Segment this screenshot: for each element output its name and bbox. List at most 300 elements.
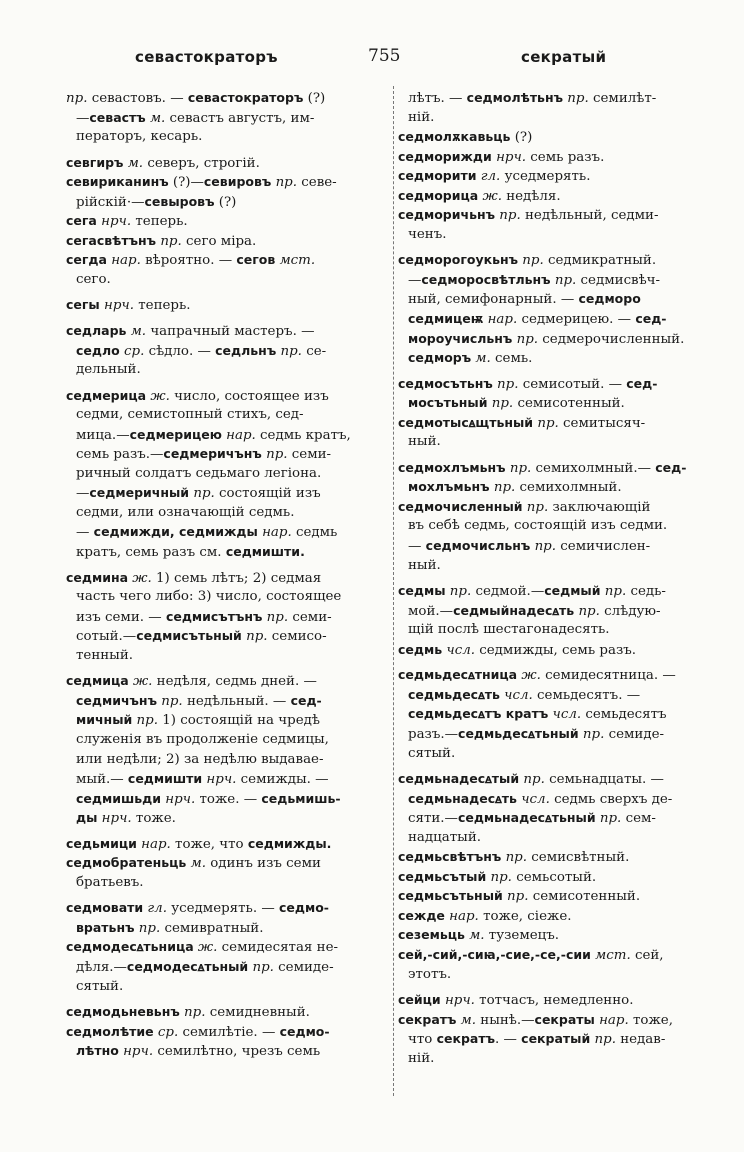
grammar-abbrev: пр. [490,869,512,885]
left-column-line [66,153,388,173]
headword: седморити [398,168,477,184]
grammar-abbrev: нар. [111,253,141,269]
headword: седмьсвѣтънъ [398,849,502,865]
definition-text: седмь кратъ, [255,427,351,443]
definition-text: семисотенный. [528,889,641,905]
headword: севировъ [203,174,272,190]
left-column-line [66,464,388,484]
definition-text: семьдесятъ. — [532,687,641,703]
definition-text: сем- [621,811,656,827]
definition-text: тенный. [76,647,134,663]
grammar-abbrev: нар. [262,525,292,541]
headword: седмьнадесꙙтый [398,771,520,787]
grammar-abbrev: пр. [537,415,559,431]
headword: седмьдесꙙтъ кратъ [408,706,549,722]
definition-text: изъ семи. — [76,609,166,625]
definition-text: тотчасъ, немедленно. [474,993,634,1009]
definition-text: тоже, [628,1012,673,1028]
right-column-line [398,808,726,828]
left-column-line [66,626,388,646]
headword: седморижди [398,148,492,164]
definition-text: ный, семифонарный. — [408,292,579,308]
left-column-line [66,789,388,809]
headword: седмь [398,641,443,657]
definition-text: (?) [303,91,326,106]
right-column-line [398,309,726,329]
definition-text: — [408,539,426,555]
grammar-abbrev: чсл. [521,791,550,807]
right-column-line [398,250,726,270]
definition-text: слѣдую- [599,603,661,619]
grammar-abbrev: пр. [493,480,516,496]
headword: седмица [66,673,129,689]
headword: сегда [66,252,107,268]
headword: сега [66,213,97,229]
definition-text: (?) [510,130,533,146]
grammar-abbrev: пр. [578,603,600,619]
headword: ды [76,810,98,826]
definition-text: семичислен- [556,539,651,555]
grammar-abbrev: пр. [567,91,589,106]
definition-text: ный. [408,434,441,450]
headword: мичный [76,712,133,728]
right-column-line [398,724,726,744]
definition-text: состоящій изъ [214,486,321,502]
definition-text: семилѣтіе. — [178,1024,280,1040]
right-column [398,88,726,1068]
headword: седльнъ [215,342,277,358]
headword: севгиръ [66,154,124,170]
left-column-line [66,341,388,361]
definition-text: туземецъ. [484,928,560,944]
left-column [66,88,388,1061]
headword: седмочисленный [398,498,523,514]
definition-text: седмерицею. — [517,312,636,328]
headword: секратый [521,1031,591,1047]
headword: сед- [290,692,322,708]
headword: седмьдесꙙтница [398,667,518,683]
grammar-abbrev: пр. [582,726,605,742]
grammar-abbrev: пр. [604,584,627,600]
grammar-abbrev: м. [475,351,491,367]
grammar-abbrev: пр. [523,772,545,788]
definition-text: семилѣт- [588,91,657,106]
definition-text: семидесятница. — [540,668,676,684]
definition-text: щій послѣ шестагонадесять. [408,622,610,638]
grammar-abbrev: пр. [449,584,472,600]
right-column-line [398,965,726,985]
left-column-line [66,386,388,406]
right-column-line [398,1029,726,1049]
right-column-line [398,867,726,887]
right-column-line [398,516,726,536]
definition-text: севе- [297,175,337,191]
grammar-abbrev: ж. [197,940,218,956]
right-column-line [398,1049,726,1069]
left-column-line [66,127,388,147]
grammar-abbrev: пр. [193,486,215,502]
left-column-line [66,710,388,730]
definition-text: нынѣ.— [476,1012,535,1028]
definition-text: семиде- [604,726,665,742]
left-column-line [66,834,388,854]
headword: лѣтно [76,1043,119,1059]
definition-text: семилѣтно, чрезъ семь [153,1044,321,1060]
right-column-line [398,88,726,108]
right-column-line [398,270,726,290]
left-column-line [66,750,388,770]
definition-text: дѣля.— [76,959,127,975]
grammar-abbrev: м. [149,110,166,126]
grammar-abbrev: нрч. [104,298,134,314]
grammar-abbrev: м. [130,324,147,340]
definition-text: — [76,486,90,502]
definition-text: семитысяч- [558,415,646,431]
definition-text: тоже. [131,811,176,827]
definition-text: вѣроятно. — [140,253,237,269]
left-column-line [66,172,388,192]
definition-text: севастъ августъ, им- [165,110,315,126]
grammar-abbrev: м. [469,928,485,944]
grammar-abbrev: чсл. [446,642,475,658]
left-column-line [66,483,388,503]
headword: седморогоукьнъ [398,252,519,268]
headword: седмижды. [247,835,332,851]
headword: сед- [635,311,667,327]
grammar-abbrev: гл. [480,169,501,185]
definition-text: семь разъ. [526,149,605,165]
headword: севыровъ [144,193,215,209]
headword: седмохлъмьнъ [398,459,506,475]
grammar-abbrev: пр. [160,233,182,249]
left-column-line [66,270,388,290]
definition-text: семисотый. — [518,376,627,392]
grammar-abbrev: м. [460,1012,477,1028]
grammar-abbrev: ср. [157,1024,179,1040]
definition-text: се- [301,343,327,359]
headword: вратьнъ [76,919,135,935]
headword: седмодесꙙтьница [66,939,194,955]
definition-text: въ себѣ седмь, состоящій изъ седми. [408,518,668,534]
left-column-line [66,568,388,588]
right-column-line [398,990,726,1010]
grammar-abbrev: пр. [497,376,519,392]
right-column-line [398,393,726,413]
definition-text: сей, [630,947,664,963]
headword: седмьдесꙙтьный [458,725,579,741]
headword: седмьнадесꙙть [408,790,517,806]
headword: седмишти [127,771,203,787]
definition-text: ній. [408,109,435,125]
definition-text: — [76,110,90,126]
headword: седмолѫкавьць [398,129,511,145]
definition-text: — [408,272,422,288]
right-column-line [398,581,726,601]
right-column-line [398,1010,726,1030]
left-column-line [66,607,388,627]
grammar-abbrev: нар. [226,427,256,443]
definition-text: — [76,525,94,541]
grammar-abbrev: пр. [275,175,298,191]
definition-text: семь. [490,351,533,367]
grammar-abbrev: чсл. [552,707,582,723]
definition-text: теперь. [133,298,191,314]
headword: седмеричънъ [163,446,262,462]
left-column-line [66,295,388,315]
right-column-line [398,329,726,349]
headword: сегы [66,297,100,313]
right-column-line [398,205,726,225]
headword: седьмишь- [261,790,341,806]
right-column-line [398,477,726,497]
right-column-line [398,769,726,789]
headword: седмьнадесꙙтьный [457,810,596,826]
grammar-abbrev: нрч. [101,214,132,230]
definition-text: сего. [76,271,111,287]
left-column-line [66,646,388,666]
definition-text: семьсотый. [511,869,597,885]
definition-text: сятый. [76,978,124,994]
right-column-line [398,108,726,128]
running-header [0,46,744,76]
definition-text: этотъ. [408,966,452,982]
right-column-line [398,147,726,167]
left-column-line [66,192,388,212]
grammar-abbrev: пр. [509,460,532,476]
definition-text: что [408,1032,437,1048]
left-column-line [66,937,388,957]
definition-text: ній. [408,1050,435,1066]
right-column-line [398,685,726,705]
definition-text: ричный солдатъ седьмаго легіона. [76,465,322,481]
grammar-abbrev: нрч. [496,149,527,165]
grammar-abbrev: пр. [594,1032,616,1048]
headword: седмыйнадесꙙть [453,602,575,618]
right-column-line [398,601,726,621]
grammar-abbrev: м. [127,155,144,171]
left-column-line [66,405,388,425]
definition-text: недѣля. [501,188,561,204]
headword: сед- [626,375,658,391]
headword: сеземьць [398,927,465,943]
headword: седморосвѣтльнъ [421,271,551,287]
headword: седмобратеньць [66,855,187,871]
grammar-abbrev: пр. [526,499,549,515]
definition-text: семихолмный.— [531,460,656,476]
definition-text: седмь сверхъ де- [549,791,673,807]
definition-text: седь- [626,584,666,600]
grammar-abbrev: ж. [482,188,502,204]
headword: седмисътънъ [165,608,263,624]
definition-text: недѣльный. — [182,693,291,709]
grammar-abbrev: пр. [516,331,539,347]
definition-text: или недѣли; 2) за недѣлю выдавае- [76,751,324,767]
right-column-line [398,166,726,186]
left-column-line [66,671,388,691]
headword: сежде [398,907,445,923]
definition-text: семи- [288,609,332,625]
headword: седмо- [279,1023,330,1039]
definition-text: сотый.— [76,629,137,645]
headword: сейци [398,992,441,1008]
definition-text: мой.— [408,603,454,619]
headword: седмо- [279,900,329,916]
headword: сегов [236,252,276,268]
definition-text: часть чего либо: 3) число, состоящее [76,589,342,605]
grammar-abbrev: пр. [507,889,529,905]
headword: седмичънъ [76,692,157,708]
definition-text: седмь [291,525,338,541]
left-column-line [66,542,388,562]
definition-text: 1) семь лѣтъ; 2) седмая [151,570,322,586]
headword: седморо [578,291,641,307]
definition-text: сего міра. [181,233,257,249]
right-column-line [398,458,726,478]
definition-text: семисотенный. [513,396,625,412]
grammar-abbrev: нрч. [101,811,132,827]
definition-text: недѣльный, седми- [520,208,659,224]
definition-text: недав- [615,1032,666,1048]
definition-text: семьдесятъ [581,707,667,723]
grammar-abbrev: пр. [161,693,183,709]
definition-text: тоже, сіеже. [478,908,572,924]
grammar-abbrev: чсл. [504,687,533,703]
left-column-line [66,977,388,997]
right-column-line [398,828,726,848]
grammar-abbrev: пр. [138,920,161,936]
headword: сей,-сий,-сиꙗ,-сие,-се,-сии [398,946,591,962]
definition-text: надцатый. [408,829,481,845]
left-column-line [66,231,388,251]
headword: седмый [544,583,601,599]
definition-text: кратъ, семь разъ см. [76,545,226,561]
headword: седмотысꙙщтьный [398,414,534,430]
definition-text: сяти.— [408,811,458,827]
definition-text: семьнадцаты. — [544,772,664,788]
grammar-abbrev: нар. [487,312,518,328]
left-column-line [66,88,388,108]
definition-text: (?)— [168,175,204,191]
headword: мохлъмьнъ [408,479,490,495]
grammar-abbrev: пр. [136,713,158,729]
left-column-line [66,321,388,341]
headword: секратъ [398,1011,457,1027]
headword: секратъ [436,1031,495,1047]
headword: сегасвѣтънъ [66,232,157,248]
right-column-line [398,906,726,926]
right-column-line [398,789,726,809]
right-column-line [398,127,726,147]
headword: сед- [655,459,687,475]
left-column-line [66,211,388,231]
definition-text: рійскій·— [76,194,145,210]
grammar-abbrev: м. [190,856,206,872]
definition-text: седмой.— [471,584,545,600]
headword: седмишти. [225,544,305,560]
left-column-line [66,808,388,828]
definition-text: семь разъ.— [76,447,164,463]
headword: седмицеѭ [408,311,484,327]
grammar-abbrev: мст. [595,947,631,963]
headword: седмовати [66,900,144,916]
definition-text: седмижды, семь разъ. [475,642,637,658]
definition-text: седмикратный. [543,253,657,269]
headword: седморичьнъ [398,207,496,223]
definition-text: ный. [408,557,441,573]
right-column-line [398,374,726,394]
definition-text: семижды. — [236,772,329,788]
left-column-line [66,1002,388,1022]
left-column-line [66,957,388,977]
definition-text: теперь. [131,214,188,230]
grammar-abbrev: пр. [534,539,557,555]
right-column-line [398,620,726,640]
headword: седмолѣтьнъ [466,90,563,105]
definition-text: одинъ изъ семи [205,856,321,872]
definition-text: лѣтъ. — [408,91,467,106]
right-column-line [398,186,726,206]
grammar-abbrev: пр. [505,850,528,866]
grammar-abbrev: пр. [266,609,289,625]
definition-text: число, состоящее изъ [169,388,329,404]
headword: седмишьди [76,790,161,806]
grammar-abbrev: нрч. [206,772,237,788]
left-column-line [66,1022,388,1042]
definition-text: ченъ. [408,226,447,242]
headword: седло [76,342,120,358]
definition-text: северъ, строгій. [143,155,260,171]
grammar-abbrev: нар. [141,836,171,852]
headword: седмижди, седмижды [93,524,258,540]
left-column-line [66,769,388,789]
grammar-abbrev: пр. [246,629,268,645]
headword: седмеричный [89,485,190,501]
column-divider [393,86,394,1096]
headword: седмерицею [129,426,222,442]
definition-text: дельный. [76,362,141,378]
grammar-abbrev: пр. [491,396,514,412]
right-column-line [398,413,726,433]
grammar-abbrev: мст. [279,253,316,269]
headword: седморица [398,187,479,203]
grammar-abbrev: ж. [132,570,152,586]
headword: седмодьневьнъ [66,1004,180,1020]
right-column-line [398,744,726,764]
grammar-abbrev: ж. [150,388,170,404]
definition-text: седми, или означающій седмь. [76,504,295,520]
headword: седмодесꙙтьный [126,958,249,974]
headword: седмерица [66,387,147,403]
grammar-abbrev: нрч. [444,993,475,1009]
definition-text: тоже. — [195,791,262,807]
grammar-abbrev: гл. [147,901,167,917]
definition-text: семихолмный. [515,480,622,496]
definition-text: сятый. [408,745,456,761]
right-column-line [398,536,726,556]
left-column-line [66,425,388,445]
grammar-abbrev: пр. [599,811,622,827]
grammar-abbrev: ср. [124,343,145,359]
left-column-line [66,853,388,873]
definition-text: мица.— [76,427,130,443]
right-column-line [398,432,726,452]
headword: седмочисльнъ [425,538,531,554]
headword: секраты [534,1011,595,1027]
header-right-guideword: секратый [521,48,607,66]
headword: седморъ [408,350,472,366]
right-column-line [398,847,726,867]
right-column-line [398,556,726,576]
